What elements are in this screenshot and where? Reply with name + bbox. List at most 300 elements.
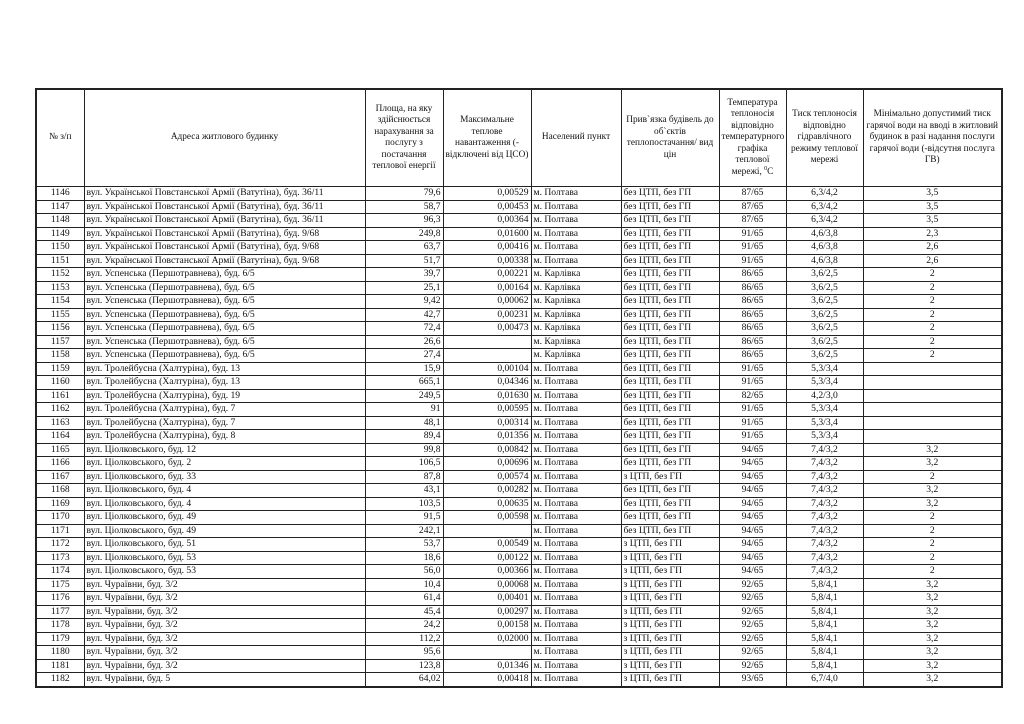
table-row xyxy=(36,241,1002,255)
cell-pressure: 6,3/4,2 xyxy=(786,200,863,214)
cell-settlement: м. Карлівка xyxy=(531,335,621,349)
table-row xyxy=(36,349,1002,363)
cell-load: 0,00122 xyxy=(443,551,531,565)
cell-settlement: м. Полтава xyxy=(531,457,621,471)
cell-area: 72,4 xyxy=(365,322,443,336)
cell-temp: 86/65 xyxy=(719,335,786,349)
cell-settlement: м. Полтава xyxy=(531,214,621,228)
cell-binding: без ЦТП, без ГП xyxy=(621,349,719,363)
table-row xyxy=(36,335,1002,349)
cell-area: 53,7 xyxy=(365,538,443,552)
cell-pressure: 7,4/3,2 xyxy=(786,551,863,565)
cell-area: 56,0 xyxy=(365,565,443,579)
cell-area: 15,9 xyxy=(365,362,443,376)
cell-num: 1156 xyxy=(36,322,84,336)
cell-address: вул. Тролейбусна (Халтуріна), буд. 8 xyxy=(84,430,365,444)
table-row xyxy=(36,416,1002,430)
cell-address: вул. Української Повстанської Армії (Ватутіна), буд. 9/68 xyxy=(84,254,365,268)
cell-load xyxy=(443,335,531,349)
table-row xyxy=(36,551,1002,565)
cell-area: 45,4 xyxy=(365,605,443,619)
cell-binding: без ЦТП, без ГП xyxy=(621,376,719,390)
cell-settlement: м. Карлівка xyxy=(531,308,621,322)
cell-load: 0,00364 xyxy=(443,214,531,228)
table-row xyxy=(36,403,1002,417)
cell-temp: 87/65 xyxy=(719,214,786,228)
cell-load: 0,00418 xyxy=(443,673,531,687)
cell-address: вул. Тролейбусна (Халтуріна), буд. 13 xyxy=(84,362,365,376)
table-row xyxy=(36,227,1002,241)
degree-superscript: 0 xyxy=(764,165,768,172)
cell-pressure: 5,8/4,1 xyxy=(786,619,863,633)
cell-min-pressure: 2,6 xyxy=(863,254,1002,268)
cell-address: вул. Ціолковського, буд. 12 xyxy=(84,443,365,457)
cell-address: вул. Успенська (Першотравнева), буд. 6/5 xyxy=(84,295,365,309)
cell-min-pressure: 3,2 xyxy=(863,605,1002,619)
cell-settlement: м. Полтава xyxy=(531,659,621,673)
cell-min-pressure: 2 xyxy=(863,565,1002,579)
cell-min-pressure: 3,2 xyxy=(863,619,1002,633)
cell-settlement: м. Полтава xyxy=(531,551,621,565)
cell-binding: з ЦТП, без ГП xyxy=(621,646,719,660)
cell-load: 0,00297 xyxy=(443,605,531,619)
cell-load: 0,00221 xyxy=(443,268,531,282)
cell-temp: 94/65 xyxy=(719,565,786,579)
cell-num: 1166 xyxy=(36,457,84,471)
cell-num: 1146 xyxy=(36,187,84,201)
cell-binding: без ЦТП, без ГП xyxy=(621,416,719,430)
cell-area: 79,6 xyxy=(365,187,443,201)
table-row xyxy=(36,430,1002,444)
table-row xyxy=(36,619,1002,633)
cell-settlement: м. Полтава xyxy=(531,254,621,268)
cell-num: 1168 xyxy=(36,484,84,498)
cell-temp: 82/65 xyxy=(719,389,786,403)
cell-address: вул. Української Повстанської Армії (Ватутіна), буд. 9/68 xyxy=(84,227,365,241)
cell-settlement: м. Карлівка xyxy=(531,268,621,282)
cell-min-pressure: 2 xyxy=(863,295,1002,309)
cell-address: вул. Ціолковського, буд. 4 xyxy=(84,497,365,511)
cell-num: 1178 xyxy=(36,619,84,633)
cell-address: вул. Ціолковського, буд. 33 xyxy=(84,470,365,484)
cell-load: 0,00416 xyxy=(443,241,531,255)
cell-load: 0,00574 xyxy=(443,470,531,484)
cell-area: 96,3 xyxy=(365,214,443,228)
cell-temp: 86/65 xyxy=(719,308,786,322)
cell-num: 1162 xyxy=(36,403,84,417)
cell-address: вул. Успенська (Першотравнева), буд. 6/5 xyxy=(84,308,365,322)
cell-settlement: м. Полтава xyxy=(531,416,621,430)
table-row xyxy=(36,484,1002,498)
cell-address: вул. Успенська (Першотравнева), буд. 6/5 xyxy=(84,281,365,295)
cell-address: вул. Тролейбусна (Халтуріна), буд. 13 xyxy=(84,376,365,390)
cell-settlement: м. Полтава xyxy=(531,592,621,606)
header-load: Максимальне теплове навантаження (- відключені від ЦСО) xyxy=(443,89,531,187)
cell-area: 99,8 xyxy=(365,443,443,457)
cell-temp: 94/65 xyxy=(719,457,786,471)
cell-min-pressure: 2,3 xyxy=(863,227,1002,241)
cell-address: вул. Української Повстанської Армії (Ватутіна), буд. 9/68 xyxy=(84,241,365,255)
cell-min-pressure xyxy=(863,403,1002,417)
cell-temp: 91/65 xyxy=(719,254,786,268)
table-row xyxy=(36,443,1002,457)
cell-pressure: 5,8/4,1 xyxy=(786,632,863,646)
cell-area: 106,5 xyxy=(365,457,443,471)
cell-min-pressure: 3,2 xyxy=(863,497,1002,511)
cell-address: вул. Чураївни, буд. 3/2 xyxy=(84,592,365,606)
cell-area: 63,7 xyxy=(365,241,443,255)
cell-address: вул. Успенська (Першотравнева), буд. 6/5 xyxy=(84,335,365,349)
cell-address: вул. Ціолковського, буд. 2 xyxy=(84,457,365,471)
table-row xyxy=(36,322,1002,336)
cell-temp: 91/65 xyxy=(719,376,786,390)
header-temp-unit: С xyxy=(767,166,774,177)
table-row xyxy=(36,646,1002,660)
cell-num: 1147 xyxy=(36,200,84,214)
cell-settlement: м. Полтава xyxy=(531,632,621,646)
cell-area: 112,2 xyxy=(365,632,443,646)
cell-pressure: 6,3/4,2 xyxy=(786,187,863,201)
cell-num: 1169 xyxy=(36,497,84,511)
cell-pressure: 3,6/2,5 xyxy=(786,322,863,336)
cell-area: 89,4 xyxy=(365,430,443,444)
cell-load: 0,00338 xyxy=(443,254,531,268)
cell-load: 0,00104 xyxy=(443,362,531,376)
table-row xyxy=(36,362,1002,376)
cell-pressure: 7,4/3,2 xyxy=(786,497,863,511)
table-row xyxy=(36,605,1002,619)
table-row xyxy=(36,578,1002,592)
cell-pressure: 4,6/3,8 xyxy=(786,254,863,268)
cell-binding: з ЦТП, без ГП xyxy=(621,619,719,633)
cell-num: 1148 xyxy=(36,214,84,228)
cell-address: вул. Української Повстанської Армії (Ватутіна), буд. 36/11 xyxy=(84,214,365,228)
cell-binding: без ЦТП, без ГП xyxy=(621,322,719,336)
cell-min-pressure: 2 xyxy=(863,335,1002,349)
cell-binding: з ЦТП, без ГП xyxy=(621,659,719,673)
cell-min-pressure: 2 xyxy=(863,538,1002,552)
cell-load: 0,00282 xyxy=(443,484,531,498)
table-row xyxy=(36,281,1002,295)
cell-area: 26,6 xyxy=(365,335,443,349)
cell-temp: 91/65 xyxy=(719,416,786,430)
cell-address: вул. Чураївни, буд. 3/2 xyxy=(84,632,365,646)
cell-min-pressure: 3,2 xyxy=(863,632,1002,646)
table-body xyxy=(36,187,1002,687)
header-temp-text: Температура теплоносія відповідно температурного графіка теплової мережі, xyxy=(721,97,785,177)
cell-binding: без ЦТП, без ГП xyxy=(621,187,719,201)
cell-address: вул. Успенська (Першотравнева), буд. 6/5 xyxy=(84,349,365,363)
table-row xyxy=(36,673,1002,687)
cell-binding: без ЦТП, без ГП xyxy=(621,511,719,525)
cell-area: 249,8 xyxy=(365,227,443,241)
cell-temp: 94/65 xyxy=(719,497,786,511)
cell-min-pressure: 3,2 xyxy=(863,457,1002,471)
cell-binding: без ЦТП, без ГП xyxy=(621,200,719,214)
cell-temp: 86/65 xyxy=(719,349,786,363)
cell-temp: 87/65 xyxy=(719,187,786,201)
cell-load: 0,00549 xyxy=(443,538,531,552)
cell-num: 1181 xyxy=(36,659,84,673)
cell-settlement: м. Карлівка xyxy=(531,281,621,295)
cell-min-pressure: 3,2 xyxy=(863,443,1002,457)
cell-pressure: 3,6/2,5 xyxy=(786,335,863,349)
cell-temp: 92/65 xyxy=(719,632,786,646)
cell-binding: з ЦТП, без ГП xyxy=(621,578,719,592)
cell-area: 39,7 xyxy=(365,268,443,282)
cell-num: 1167 xyxy=(36,470,84,484)
cell-num: 1174 xyxy=(36,565,84,579)
cell-load: 0,00158 xyxy=(443,619,531,633)
cell-area: 665,1 xyxy=(365,376,443,390)
cell-area: 64,02 xyxy=(365,673,443,687)
cell-num: 1160 xyxy=(36,376,84,390)
cell-binding: з ЦТП, без ГП xyxy=(621,551,719,565)
header-binding: Прив`язка будівель до об`єктів теплопостачання/ вид цін xyxy=(621,89,719,187)
cell-min-pressure: 2 xyxy=(863,349,1002,363)
cell-temp: 91/65 xyxy=(719,362,786,376)
cell-load: 0,00696 xyxy=(443,457,531,471)
cell-settlement: м. Полтава xyxy=(531,200,621,214)
cell-temp: 93/65 xyxy=(719,673,786,687)
cell-temp: 86/65 xyxy=(719,295,786,309)
cell-pressure: 3,6/2,5 xyxy=(786,268,863,282)
cell-load: 0,01356 xyxy=(443,430,531,444)
table-header-row xyxy=(36,89,1002,187)
cell-temp: 92/65 xyxy=(719,578,786,592)
cell-address: вул. Тролейбусна (Халтуріна), буд. 7 xyxy=(84,416,365,430)
cell-pressure: 6,3/4,2 xyxy=(786,214,863,228)
cell-settlement: м. Полтава xyxy=(531,376,621,390)
cell-settlement: м. Полтава xyxy=(531,227,621,241)
cell-area: 18,6 xyxy=(365,551,443,565)
cell-settlement: м. Полтава xyxy=(531,241,621,255)
cell-area: 123,8 xyxy=(365,659,443,673)
cell-temp: 94/65 xyxy=(719,470,786,484)
cell-temp: 94/65 xyxy=(719,484,786,498)
cell-binding: з ЦТП, без ГП xyxy=(621,592,719,606)
table-row xyxy=(36,295,1002,309)
cell-load: 0,01346 xyxy=(443,659,531,673)
cell-pressure: 4,2/3,0 xyxy=(786,389,863,403)
header-min-pressure: Мінімально допустимий тиск гарячої води на вводі в житловий будинок в разі надання послуги гарячої води (-відсутня послуга ГВ) xyxy=(863,89,1002,187)
cell-num: 1154 xyxy=(36,295,84,309)
cell-binding: без ЦТП, без ГП xyxy=(621,281,719,295)
cell-pressure: 7,4/3,2 xyxy=(786,443,863,457)
cell-address: вул. Ціолковського, буд. 4 xyxy=(84,484,365,498)
table-row xyxy=(36,389,1002,403)
cell-area: 103,5 xyxy=(365,497,443,511)
cell-load: 0,00598 xyxy=(443,511,531,525)
cell-binding: без ЦТП, без ГП xyxy=(621,254,719,268)
cell-binding: без ЦТП, без ГП xyxy=(621,443,719,457)
cell-pressure: 5,3/3,4 xyxy=(786,362,863,376)
cell-temp: 86/65 xyxy=(719,281,786,295)
cell-temp: 94/65 xyxy=(719,443,786,457)
cell-temp: 91/65 xyxy=(719,227,786,241)
cell-binding: без ЦТП, без ГП xyxy=(621,214,719,228)
cell-num: 1173 xyxy=(36,551,84,565)
cell-address: вул. Успенська (Першотравнева), буд. 6/5 xyxy=(84,322,365,336)
cell-min-pressure: 2 xyxy=(863,268,1002,282)
cell-area: 87,8 xyxy=(365,470,443,484)
cell-address: вул. Чураївни, буд. 5 xyxy=(84,673,365,687)
cell-load: 0,00314 xyxy=(443,416,531,430)
cell-settlement: м. Полтава xyxy=(531,362,621,376)
cell-settlement: м. Полтава xyxy=(531,578,621,592)
cell-load: 0,00366 xyxy=(443,565,531,579)
cell-settlement: м. Полтава xyxy=(531,524,621,538)
cell-area: 43,1 xyxy=(365,484,443,498)
cell-num: 1163 xyxy=(36,416,84,430)
cell-temp: 86/65 xyxy=(719,268,786,282)
cell-num: 1151 xyxy=(36,254,84,268)
cell-address: вул. Української Повстанської Армії (Ватутіна), буд. 36/11 xyxy=(84,187,365,201)
cell-pressure: 5,3/3,4 xyxy=(786,430,863,444)
cell-load: 0,00842 xyxy=(443,443,531,457)
cell-pressure: 3,6/2,5 xyxy=(786,281,863,295)
cell-num: 1159 xyxy=(36,362,84,376)
cell-area: 27,4 xyxy=(365,349,443,363)
cell-address: вул. Чураївни, буд. 3/2 xyxy=(84,619,365,633)
cell-load: 0,00231 xyxy=(443,308,531,322)
table-row xyxy=(36,497,1002,511)
table-row xyxy=(36,200,1002,214)
table-row xyxy=(36,659,1002,673)
cell-min-pressure: 3,5 xyxy=(863,214,1002,228)
cell-min-pressure: 2 xyxy=(863,308,1002,322)
cell-load: 0,01600 xyxy=(443,227,531,241)
cell-area: 9,42 xyxy=(365,295,443,309)
cell-binding: з ЦТП, без ГП xyxy=(621,470,719,484)
cell-address: вул. Чураївни, буд. 3/2 xyxy=(84,659,365,673)
cell-temp: 91/65 xyxy=(719,430,786,444)
cell-min-pressure: 3,2 xyxy=(863,659,1002,673)
cell-temp: 92/65 xyxy=(719,592,786,606)
cell-binding: без ЦТП, без ГП xyxy=(621,335,719,349)
cell-min-pressure: 2 xyxy=(863,470,1002,484)
cell-temp: 87/65 xyxy=(719,200,786,214)
table-row xyxy=(36,457,1002,471)
cell-load: 0,00473 xyxy=(443,322,531,336)
cell-pressure: 4,6/3,8 xyxy=(786,241,863,255)
cell-settlement: м. Полтава xyxy=(531,673,621,687)
table-row xyxy=(36,524,1002,538)
cell-area: 10,4 xyxy=(365,578,443,592)
cell-min-pressure: 3,2 xyxy=(863,592,1002,606)
cell-binding: без ЦТП, без ГП xyxy=(621,430,719,444)
cell-pressure: 7,4/3,2 xyxy=(786,470,863,484)
cell-pressure: 5,3/3,4 xyxy=(786,376,863,390)
cell-num: 1182 xyxy=(36,673,84,687)
table-row xyxy=(36,538,1002,552)
cell-min-pressure xyxy=(863,376,1002,390)
cell-settlement: м. Полтава xyxy=(531,470,621,484)
cell-num: 1157 xyxy=(36,335,84,349)
cell-min-pressure: 2,6 xyxy=(863,241,1002,255)
cell-binding: без ЦТП, без ГП xyxy=(621,524,719,538)
cell-min-pressure xyxy=(863,389,1002,403)
cell-pressure: 5,3/3,4 xyxy=(786,416,863,430)
table-row xyxy=(36,592,1002,606)
cell-binding: з ЦТП, без ГП xyxy=(621,632,719,646)
cell-area: 42,7 xyxy=(365,308,443,322)
cell-num: 1176 xyxy=(36,592,84,606)
cell-address: вул. Української Повстанської Армії (Ватутіна), буд. 36/11 xyxy=(84,200,365,214)
cell-num: 1170 xyxy=(36,511,84,525)
cell-area: 61,4 xyxy=(365,592,443,606)
cell-pressure: 7,4/3,2 xyxy=(786,524,863,538)
cell-area: 249,5 xyxy=(365,389,443,403)
cell-binding: з ЦТП, без ГП xyxy=(621,605,719,619)
cell-address: вул. Чураївни, буд. 3/2 xyxy=(84,605,365,619)
cell-min-pressure: 2 xyxy=(863,511,1002,525)
cell-load xyxy=(443,524,531,538)
cell-min-pressure xyxy=(863,362,1002,376)
cell-pressure: 5,8/4,1 xyxy=(786,578,863,592)
cell-settlement: м. Полтава xyxy=(531,646,621,660)
cell-load: 0,01630 xyxy=(443,389,531,403)
cell-min-pressure: 3,5 xyxy=(863,187,1002,201)
cell-load: 0,00164 xyxy=(443,281,531,295)
cell-temp: 92/65 xyxy=(719,619,786,633)
cell-area: 242,1 xyxy=(365,524,443,538)
cell-temp: 91/65 xyxy=(719,403,786,417)
cell-binding: без ЦТП, без ГП xyxy=(621,268,719,282)
cell-binding: без ЦТП, без ГП xyxy=(621,308,719,322)
cell-num: 1153 xyxy=(36,281,84,295)
cell-min-pressure: 3,2 xyxy=(863,646,1002,660)
cell-temp: 92/65 xyxy=(719,605,786,619)
cell-load: 0,00453 xyxy=(443,200,531,214)
cell-min-pressure: 2 xyxy=(863,322,1002,336)
cell-pressure: 5,8/4,1 xyxy=(786,659,863,673)
cell-pressure: 5,8/4,1 xyxy=(786,592,863,606)
cell-binding: з ЦТП, без ГП xyxy=(621,673,719,687)
cell-temp: 92/65 xyxy=(719,659,786,673)
cell-address: вул. Чураївни, буд. 3/2 xyxy=(84,578,365,592)
cell-temp: 86/65 xyxy=(719,322,786,336)
table-row xyxy=(36,565,1002,579)
cell-temp: 94/65 xyxy=(719,551,786,565)
cell-min-pressure: 3,2 xyxy=(863,484,1002,498)
cell-settlement: м. Карлівка xyxy=(531,322,621,336)
cell-pressure: 7,4/3,2 xyxy=(786,457,863,471)
cell-num: 1158 xyxy=(36,349,84,363)
cell-num: 1149 xyxy=(36,227,84,241)
table-row xyxy=(36,376,1002,390)
cell-binding: без ЦТП, без ГП xyxy=(621,389,719,403)
cell-pressure: 7,4/3,2 xyxy=(786,565,863,579)
cell-area: 25,1 xyxy=(365,281,443,295)
cell-pressure: 5,3/3,4 xyxy=(786,403,863,417)
cell-binding: без ЦТП, без ГП xyxy=(621,362,719,376)
cell-temp: 91/65 xyxy=(719,241,786,255)
cell-min-pressure: 2 xyxy=(863,524,1002,538)
cell-num: 1179 xyxy=(36,632,84,646)
cell-num: 1161 xyxy=(36,389,84,403)
cell-settlement: м. Полтава xyxy=(531,538,621,552)
header-settlement: Населений пункт xyxy=(531,89,621,187)
cell-load: 0,00068 xyxy=(443,578,531,592)
cell-num: 1150 xyxy=(36,241,84,255)
cell-binding: без ЦТП, без ГП xyxy=(621,497,719,511)
cell-num: 1155 xyxy=(36,308,84,322)
cell-min-pressure: 2 xyxy=(863,281,1002,295)
table-row xyxy=(36,187,1002,201)
cell-pressure: 7,4/3,2 xyxy=(786,538,863,552)
cell-settlement: м. Полтава xyxy=(531,187,621,201)
